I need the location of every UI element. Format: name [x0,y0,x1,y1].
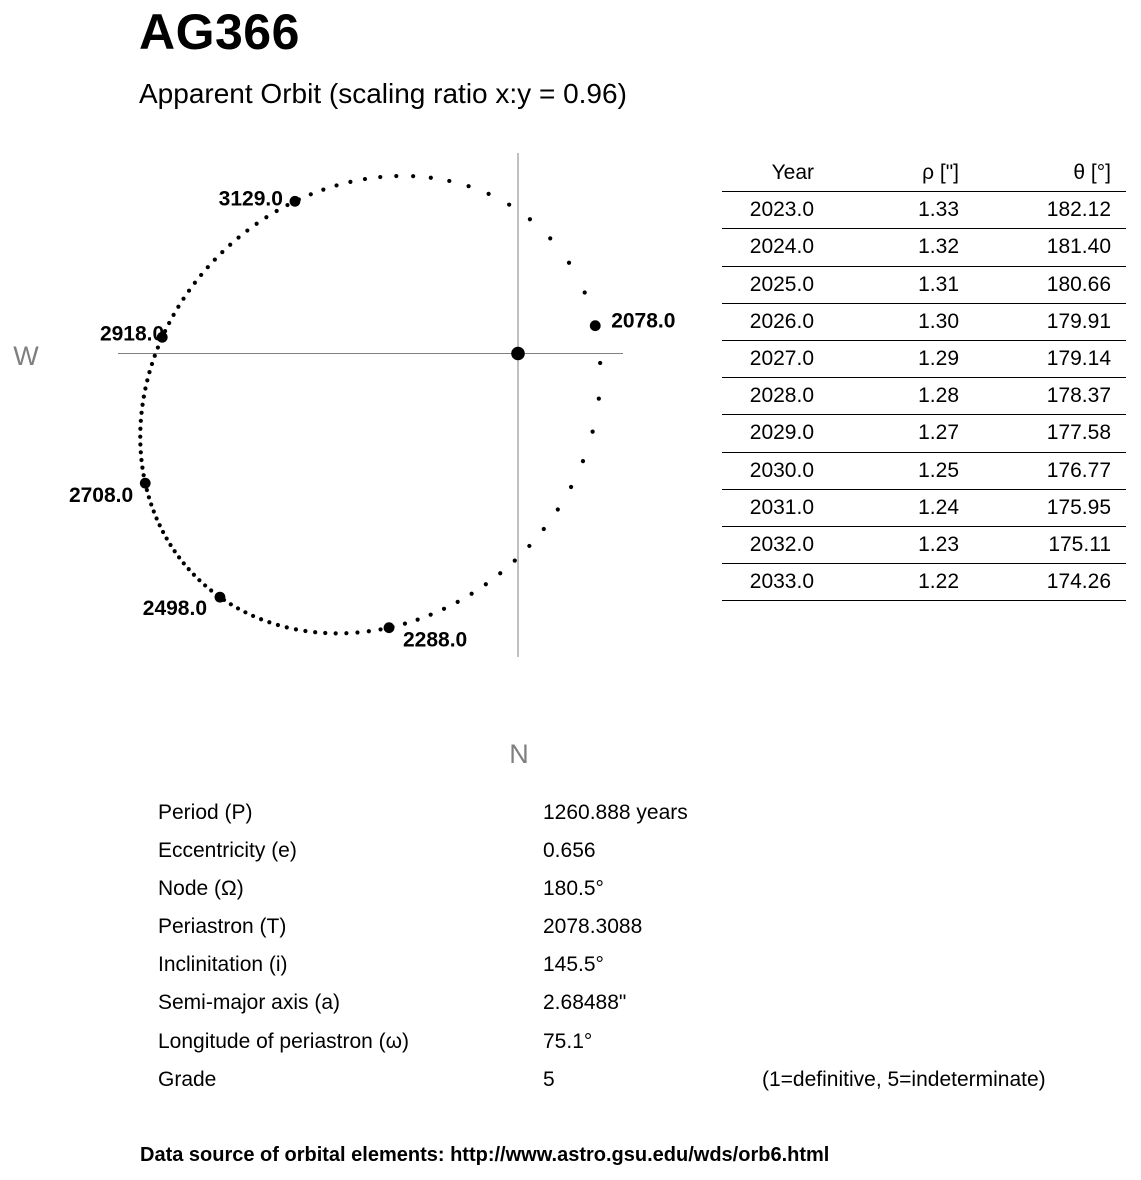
ephemeris-cell: 1.27 [814,415,959,452]
orbit-dot [363,177,367,181]
ephemeris-cell: 2025.0 [722,266,814,303]
orbit-dot [181,297,185,301]
orbit-dot [484,582,488,586]
orbital-element-label: Longitude of periastron (ω) [158,1029,410,1053]
ephemeris-cell: 1.24 [814,489,959,526]
orbit-dot [556,507,560,511]
orbit-dot [255,222,259,226]
orbital-element-label: Inclinitation (i) [158,953,288,977]
orbit-dot [378,175,382,179]
orbit-dot [209,588,213,592]
orbit-dot [153,354,157,358]
orbital-element-value: 75.1° [543,1029,593,1053]
orbit-dot [138,442,142,446]
orbital-element-row [158,1061,1128,1099]
orbit-dot [139,411,143,415]
ephemeris-cell: 1.30 [814,303,959,340]
orbital-element-value: 2.68488" [543,991,627,1015]
epoch-label: 3129.0 [218,187,283,211]
epoch-marker [290,196,301,207]
orbital-element-value: 2078.3088 [543,915,643,939]
ephemeris-row [722,340,1126,377]
ephemeris-header-row [722,155,1126,192]
orbit-dot [173,549,177,553]
orbit-dot [528,217,532,221]
orbit-dot [378,627,382,631]
orbit-dot [199,273,203,277]
ephemeris-header-cell: Year [722,155,814,192]
orbit-dot [156,345,160,349]
orbit-dot [143,386,147,390]
orbit-dot [498,571,502,575]
ephemeris-cell: 2030.0 [722,452,814,489]
orbit-dot [507,203,511,207]
orbit-dot [139,458,143,462]
ephemeris-table [722,155,1126,601]
west-direction-label: W [13,341,39,371]
orbit-dot [245,228,249,232]
epoch-label: 2708.0 [68,484,134,508]
orbit-plot [0,140,720,790]
ephemeris-cell: 180.66 [959,266,1126,303]
orbital-element-row [158,908,1128,946]
orbit-dot [182,561,186,565]
ephemeris-cell: 2027.0 [722,340,814,377]
orbit-dot [447,179,451,183]
ephemeris-table-body [722,192,1126,601]
orbit-dot [569,485,573,489]
orbit-dot [165,536,169,540]
ephemeris-cell: 175.11 [959,526,1126,563]
ephemeris-row [722,526,1126,563]
ephemeris-row [722,564,1126,601]
orbit-dot [513,558,517,562]
orbital-element-value: 1260.888 years [543,801,688,824]
orbital-element-row [158,984,1128,1022]
ephemeris-row [722,303,1126,340]
orbit-dot [323,631,327,635]
epoch-marker [384,622,395,633]
ephemeris-cell: 175.95 [959,489,1126,526]
epoch-label: 2288.0 [403,628,468,652]
orbital-element-label: Node (Ω) [158,877,244,901]
orbit-dot [598,361,602,365]
ephemeris-cell: 1.22 [814,564,959,601]
orbit-dot [187,567,191,571]
orbital-element-note: (1=definitive, 5=indeterminate) [762,1067,1046,1091]
epoch-marker [590,320,601,331]
orbit-dot [145,488,149,492]
orbital-element-row [158,794,1128,832]
orbit-dot [167,321,171,325]
orbit-dot [581,459,585,463]
ephemeris-cell: 1.29 [814,340,959,377]
ephemeris-row [722,452,1126,489]
orbit-dot [149,502,153,506]
orbit-dot [193,281,197,285]
ephemeris-cell: 2023.0 [722,192,814,229]
ephemeris-cell: 2028.0 [722,378,814,415]
orbit-dot [228,243,232,247]
orbit-dot [187,289,191,293]
orbit-dot [145,378,149,382]
ephemeris-row [722,378,1126,415]
orbit-dot [142,473,146,477]
north-direction-label: N [509,739,529,769]
epoch-label: 2078.0 [611,309,676,333]
orbit-dot [367,629,371,633]
epoch-marker-group [69,187,675,651]
orbit-dot [486,192,490,196]
epoch-marker [215,592,226,603]
orbit-dot [206,265,210,269]
orbit-dot [192,573,196,577]
orbital-element-row [158,946,1128,984]
orbit-dot [416,617,420,621]
ephemeris-cell: 1.32 [814,229,959,266]
ephemeris-cell: 1.23 [814,526,959,563]
orbit-dot [236,606,240,610]
ephemeris-cell: 179.14 [959,340,1126,377]
orbit-dot [411,174,415,178]
orbit-dot [236,235,240,239]
ephemeris-cell: 174.26 [959,564,1126,601]
orbit-dot [197,578,201,582]
orbit-dot [303,629,307,633]
orbit-dot [403,622,407,626]
ephemeris-cell: 181.40 [959,229,1126,266]
orbit-dot [456,600,460,604]
orbit-dot [285,625,289,629]
orbital-element-label: Grade [158,1067,217,1091]
orbit-dot [150,362,154,366]
epoch-label: 2498.0 [142,597,207,621]
primary-star-marker [511,347,525,361]
ephemeris-cell: 2032.0 [722,526,814,563]
orbit-dot [161,530,165,534]
orbit-dot [267,620,271,624]
ephemeris-cell: 176.77 [959,452,1126,489]
ephemeris-table-header [722,155,1126,192]
orbital-elements-list [158,794,1128,1099]
ephemeris-cell: 1.33 [814,192,959,229]
orbit-dot [294,627,298,631]
orbit-dot [309,192,313,196]
ephemeris-cell: 2026.0 [722,303,814,340]
ephemeris-cell: 179.91 [959,303,1126,340]
orbit-dot [140,466,144,470]
orbital-element-value: 180.5° [543,877,604,901]
orbit-dot-group [138,174,602,636]
orbit-dot [251,614,255,618]
orbit-dot [176,305,180,309]
ephemeris-cell: 182.12 [959,192,1126,229]
orbit-dot [348,180,352,184]
orbit-dot [158,523,162,527]
orbit-dot [152,509,156,513]
chart-subtitle: Apparent Orbit (scaling ratio x:y = 0.96) [139,78,627,109]
orbit-dot [177,555,181,559]
orbit-dot [344,631,348,635]
orbit-dot [155,516,159,520]
orbital-element-label: Periastron (T) [158,915,287,939]
ephemeris-header-cell: θ [°] [959,155,1126,192]
orbit-dot [139,450,143,454]
ephemeris-cell: 1.28 [814,378,959,415]
orbit-dot [567,261,571,265]
epoch-marker [140,478,151,489]
orbit-dot [213,257,217,261]
epoch-label: 2918.0 [99,322,165,346]
orbit-dot [259,617,263,621]
orbit-dot [142,395,146,399]
orbital-element-value: 5 [543,1067,555,1091]
ephemeris-row [722,229,1126,266]
orbit-dot [220,250,224,254]
orbital-element-label: Period (P) [158,801,253,824]
orbit-dot [203,583,207,587]
orbit-dot [355,630,359,634]
ephemeris-row [722,266,1126,303]
orbit-dot [429,613,433,617]
orbit-dot [147,495,151,499]
orbit-dot [264,215,268,219]
ephemeris-row [722,192,1126,229]
ephemeris-cell: 1.31 [814,266,959,303]
orbit-dot [429,176,433,180]
orbit-dot [394,174,398,178]
orbit-dot [147,370,151,374]
ephemeris-cell: 2024.0 [722,229,814,266]
orbital-element-value: 0.656 [543,839,596,863]
orbit-dot [140,403,144,407]
orbit-dot [527,544,531,548]
orbital-element-row [158,832,1128,870]
orbital-element-row [158,1023,1128,1061]
orbit-dot [591,430,595,434]
page-title: AG366 [139,4,300,60]
orbit-dot [285,203,289,207]
data-source-footer: Data source of orbital elements: http://www.astro.gsu.edu/wds/orb6.html [140,1144,830,1166]
orbit-dot [138,435,142,439]
orbit-dot [243,610,247,614]
orbital-element-value: 145.5° [543,953,604,977]
ephemeris-cell: 2033.0 [722,564,814,601]
orbit-dot [542,527,546,531]
ephemeris-row [722,489,1126,526]
orbit-dot [334,183,338,187]
orbit-dot [548,236,552,240]
ephemeris-cell: 2029.0 [722,415,814,452]
orbit-dot [229,602,233,606]
ephemeris-cell: 2031.0 [722,489,814,526]
orbit-dot [466,184,470,188]
orbit-dot [470,592,474,596]
orbital-element-row [158,870,1128,908]
ephemeris-cell: 1.25 [814,452,959,489]
orbit-dot [313,630,317,634]
orbit-dot [172,313,176,317]
ephemeris-cell: 178.37 [959,378,1126,415]
orbit-dot [276,623,280,627]
orbit-dot [597,397,601,401]
orbit-dot [168,543,172,547]
ephemeris-header-cell: ρ ["] [814,155,959,192]
orbit-dot [139,419,143,423]
orbit-dot [583,290,587,294]
orbital-element-label: Semi-major axis (a) [158,991,341,1015]
orbital-element-label: Eccentricity (e) [158,839,297,863]
ephemeris-cell: 177.58 [959,415,1126,452]
orbit-dot [334,631,338,635]
orbit-dot [138,427,142,431]
orbit-dot [442,607,446,611]
orbit-dot [321,188,325,192]
ephemeris-row [722,415,1126,452]
